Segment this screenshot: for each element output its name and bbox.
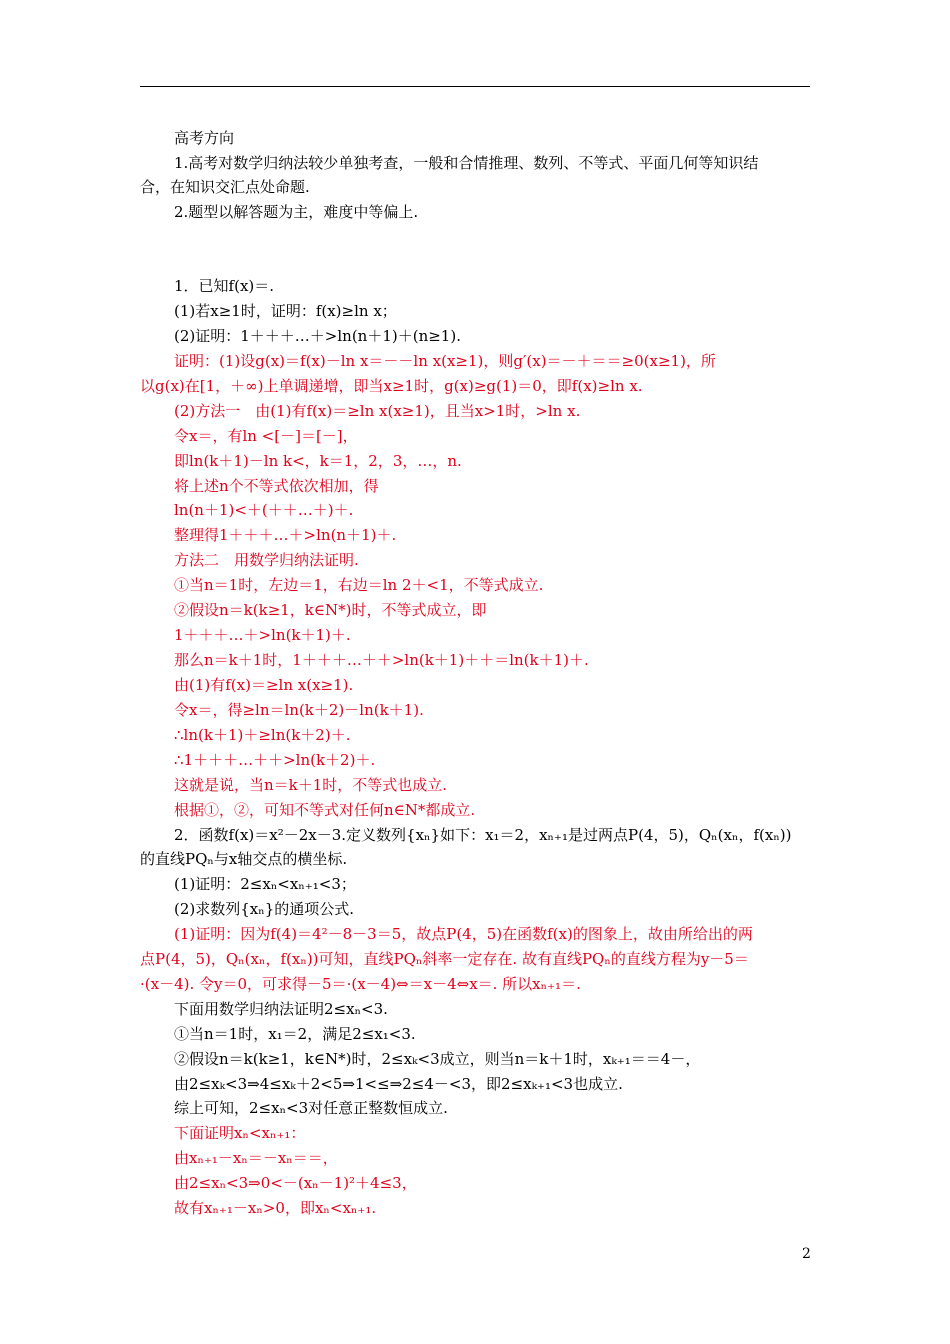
- solution2-line: 综上可知，2≤xₙ<3对任意正整数恒成立.: [174, 1099, 448, 1117]
- problem1-part2: (2)证明：1＋＋＋…＋>ln(n＋1)＋(n≥1).: [174, 327, 461, 345]
- solution1-line: 令x＝，得≥ln＝ln(k＋2)－ln(k＋1).: [174, 701, 424, 719]
- solution2-line: ·(x－4). 令y＝0，可求得－5＝·(x－4)⇔＝x－4⇔x＝. 所以xₙ₊₁＝.: [140, 975, 581, 993]
- solution1-line: 令x＝，有ln <[－]＝[－]，: [174, 427, 358, 445]
- header-rule: [140, 86, 810, 87]
- section-heading: 高考方向: [174, 129, 235, 147]
- solution1-line: ln(n＋1)<＋(＋＋…＋)＋.: [174, 501, 354, 519]
- problem2-part1: (1)证明：2≤xₙ<xₙ₊₁<3；: [174, 875, 356, 893]
- problem1-stem: 1．已知f(x)＝.: [174, 277, 275, 295]
- solution1-line: 方法二 用数学归纳法证明.: [174, 551, 359, 569]
- solution1-line: 这就是说，当n＝k＋1时，不等式也成立.: [174, 776, 448, 794]
- solution1-line: ②假设n＝k(k≥1，k∈N*)时，不等式成立，即: [174, 601, 487, 619]
- solution2-line: 由xₙ₊₁－xₙ＝－xₙ＝＝，: [174, 1149, 338, 1167]
- solution1-line: 那么n＝k＋1时，1＋＋＋…＋＋>ln(k＋1)＋＋＝ln(k＋1)＋.: [174, 651, 589, 669]
- problem1-part1: (1)若x≥1时，证明：f(x)≥ln x；: [174, 302, 397, 320]
- trend-point-1-cont: 合，在知识交汇点处命题.: [140, 178, 310, 196]
- solution2-line: 由2≤xₖ<3⇒4≤xₖ＋2<5⇒1<≤⇒2≤4－<3，即2≤xₖ₊₁<3也成立.: [174, 1075, 623, 1093]
- solution1-line: 1＋＋＋…＋>ln(k＋1)＋.: [174, 626, 351, 644]
- solution1-line: 证明：(1)设g(x)＝f(x)－ln x＝－－ln x(x≥1)，则g′(x)＝－＋＝＝≥0(x≥1)，所: [174, 352, 716, 370]
- page-number: 2: [802, 1246, 811, 1262]
- solution1-line: ∴1＋＋＋…＋＋>ln(k＋2)＋.: [174, 751, 376, 769]
- solution1-line: (2)方法一 由(1)有f(x)＝≥ln x(x≥1)，且当x>1时，>ln x.: [174, 402, 581, 420]
- solution1-line: ①当n＝1时，左边＝1，右边＝ln 2＋<1，不等式成立.: [174, 576, 544, 594]
- solution2-line: 下面证明xₙ<xₙ₊₁：: [174, 1124, 306, 1142]
- problem2-stem-cont: 的直线PQₙ与x轴交点的横坐标.: [140, 850, 348, 868]
- problem2-part2: (2)求数列{xₙ}的通项公式.: [174, 900, 355, 918]
- solution2-line: 点P(4，5)，Qₙ(xₙ，f(xₙ))可知，直线PQₙ斜率一定存在. 故有直线PQₙ的直线方程为y－5＝: [140, 950, 749, 968]
- solution1-line: 以g(x)在[1，＋∞)上单调递增，即当x≥1时，g(x)≥g(1)＝0，即f(x)≥ln x.: [140, 377, 643, 395]
- solution1-line: 将上述n个不等式依次相加，得: [174, 477, 379, 495]
- trend-point-1: 1.高考对数学归纳法较少单独考查，一般和合情推理、数列、不等式、平面几何等知识结: [174, 154, 759, 172]
- solution2-line: ②假设n＝k(k≥1，k∈N*)时，2≤xₖ<3成立，则当n＝k＋1时，xₖ₊₁＝＝4－，: [174, 1050, 701, 1068]
- solution1-line: ∴ln(k＋1)＋≥ln(k＋2)＋.: [174, 726, 351, 744]
- solution1-line: 整理得1＋＋＋…＋>ln(n＋1)＋.: [174, 526, 397, 544]
- problem2-stem: 2．函数f(x)＝x²－2x－3.定义数列{xₙ}如下：x₁＝2，xₙ₊₁是过两点P(4，5)，Qₙ(xₙ，f(xₙ)): [174, 826, 792, 844]
- solution1-line: 根据①，②，可知不等式对任何n∈N*都成立.: [174, 801, 476, 819]
- trend-point-2: 2.题型以解答题为主，难度中等偏上.: [174, 203, 419, 221]
- solution2-line: ①当n＝1时，x₁＝2，满足2≤x₁<3.: [174, 1025, 416, 1043]
- solution2-line: 由2≤xₙ<3⇒0<－(xₙ－1)²＋4≤3，: [174, 1174, 417, 1192]
- solution1-line: 即ln(k＋1)－ln k<，k＝1，2，3，…，n.: [174, 452, 462, 470]
- solution2-line: 下面用数学归纳法证明2≤xₙ<3.: [174, 1000, 388, 1018]
- solution2-line: 故有xₙ₊₁－xₙ>0，即xₙ<xₙ₊₁.: [174, 1199, 377, 1217]
- solution1-line: 由(1)有f(x)＝≥ln x(x≥1).: [174, 676, 354, 694]
- solution2-line: (1)证明：因为f(4)＝4²－8－3＝5，故点P(4，5)在函数f(x)的图象上，故由所给出的两: [174, 925, 753, 943]
